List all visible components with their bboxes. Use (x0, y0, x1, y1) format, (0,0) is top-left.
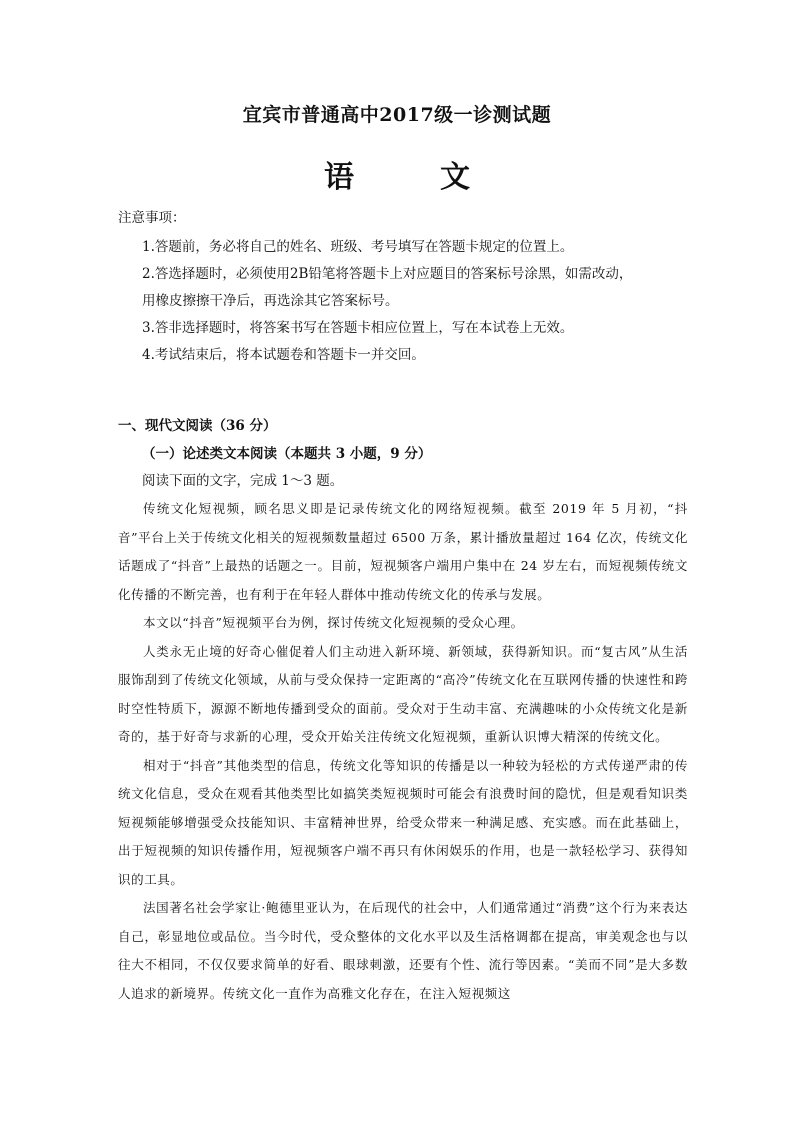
reading-passage (118, 495, 688, 1008)
notice-item: 2.答选择题时，必须使用2B铅笔将答题卡上对应题目的答案标号涂黑，如需改动， (142, 266, 633, 282)
section-heading: 一、现代文阅读（36 分） (118, 418, 277, 434)
passage-paragraph: 法国著名社会学家让·鲍德里亚认为，在后现代的社会中，人们通常通过“消费”这个行为来表达自己，彰显地位或品位。当今时代，受众整体的文化水平以及生活格调都在提高，审美观念也与以往大不相同，不仅仅要求简单的好看、眼球刺激，还要有个性、流行等因素。“美而不同”是大多数人追求的新境界。传统文化一直作为高雅文化存在，在注入短视频这 (118, 900, 688, 1001)
notice-item: 1.答题前，务必将自己的姓名、班级、考号填写在答题卡规定的位置上。 (142, 239, 574, 255)
passage-paragraph: 人类永无止境的好奇心催促着人们主动进入新环境、新领域，获得新知识。而“复古风”从生活服饰刮到了传统文化领域，从前与受众保持一定距离的“高冷”传统文化在互联网传播的快速性和跨时空性特质下，源源不断地传播到受众的面前。受众对于生动丰富、充满趣味的小众传统文化是新奇的，基于好奇与求新的心理，受众开始关注传统文化短视频，重新认识博大精深的传统文化。 (118, 643, 688, 744)
passage-paragraph: 传统文化短视频，顾名思义即是记录传统文化的网络短视频。截至 2019 年 5 月初，“抖音”平台上关于传统文化相关的短视频数量超过 6500 万条，累计播放量超过 164 亿次，传统文化话题成了“抖音”上最热的话题之一。目前，短视频客户端用户集中在 24 岁左右，而短视频传统文化传播的不断完善，也有利于在年轻人群体中推动传统文化的传承与发展。 (118, 501, 688, 602)
subsection-heading: （一）论述类文本阅读（本题共 3 小题，9 分） (142, 446, 432, 462)
page-title: 宜宾市普通高中2017级一诊测试题 (242, 104, 552, 126)
passage-paragraph: 相对于“抖音”其他类型的信息，传统文化等知识的传播是以一种较为轻松的方式传递严肃的传统文化信息，受众在观看其他类型比如搞笑类短视频时可能会有浪费时间的隐忧，但是观看知识类短视频能够增强受众技能知识、丰富精神世界，给受众带来一种满足感、充实感。而在此基础上，出于短视频的知识传播作用，短视频客户端不再只有休闲娱乐的作用，也是一款轻松学习、获得知识的工具。 (118, 757, 688, 887)
subject-title: 语 文 (324, 160, 498, 195)
reading-instruction: 阅读下面的文字，完成 1～3 题。 (142, 473, 344, 489)
reading-section (118, 415, 688, 1008)
notice-item: 用橡皮擦擦干净后，再选涂其它答案标号。 (142, 293, 399, 309)
notice-item: 3.答非选择题时，将答案书写在答题卡相应位置上，写在本试卷上无效。 (142, 320, 574, 336)
notice-item: 4.考试结束后，将本试题卷和答题卡一并交回。 (142, 347, 425, 363)
passage-paragraph: 本文以“抖音”短视频平台为例，探讨传统文化短视频的受众心理。 (143, 615, 524, 630)
notice-block (118, 208, 688, 369)
notice-heading: 注意事项： (118, 210, 186, 226)
